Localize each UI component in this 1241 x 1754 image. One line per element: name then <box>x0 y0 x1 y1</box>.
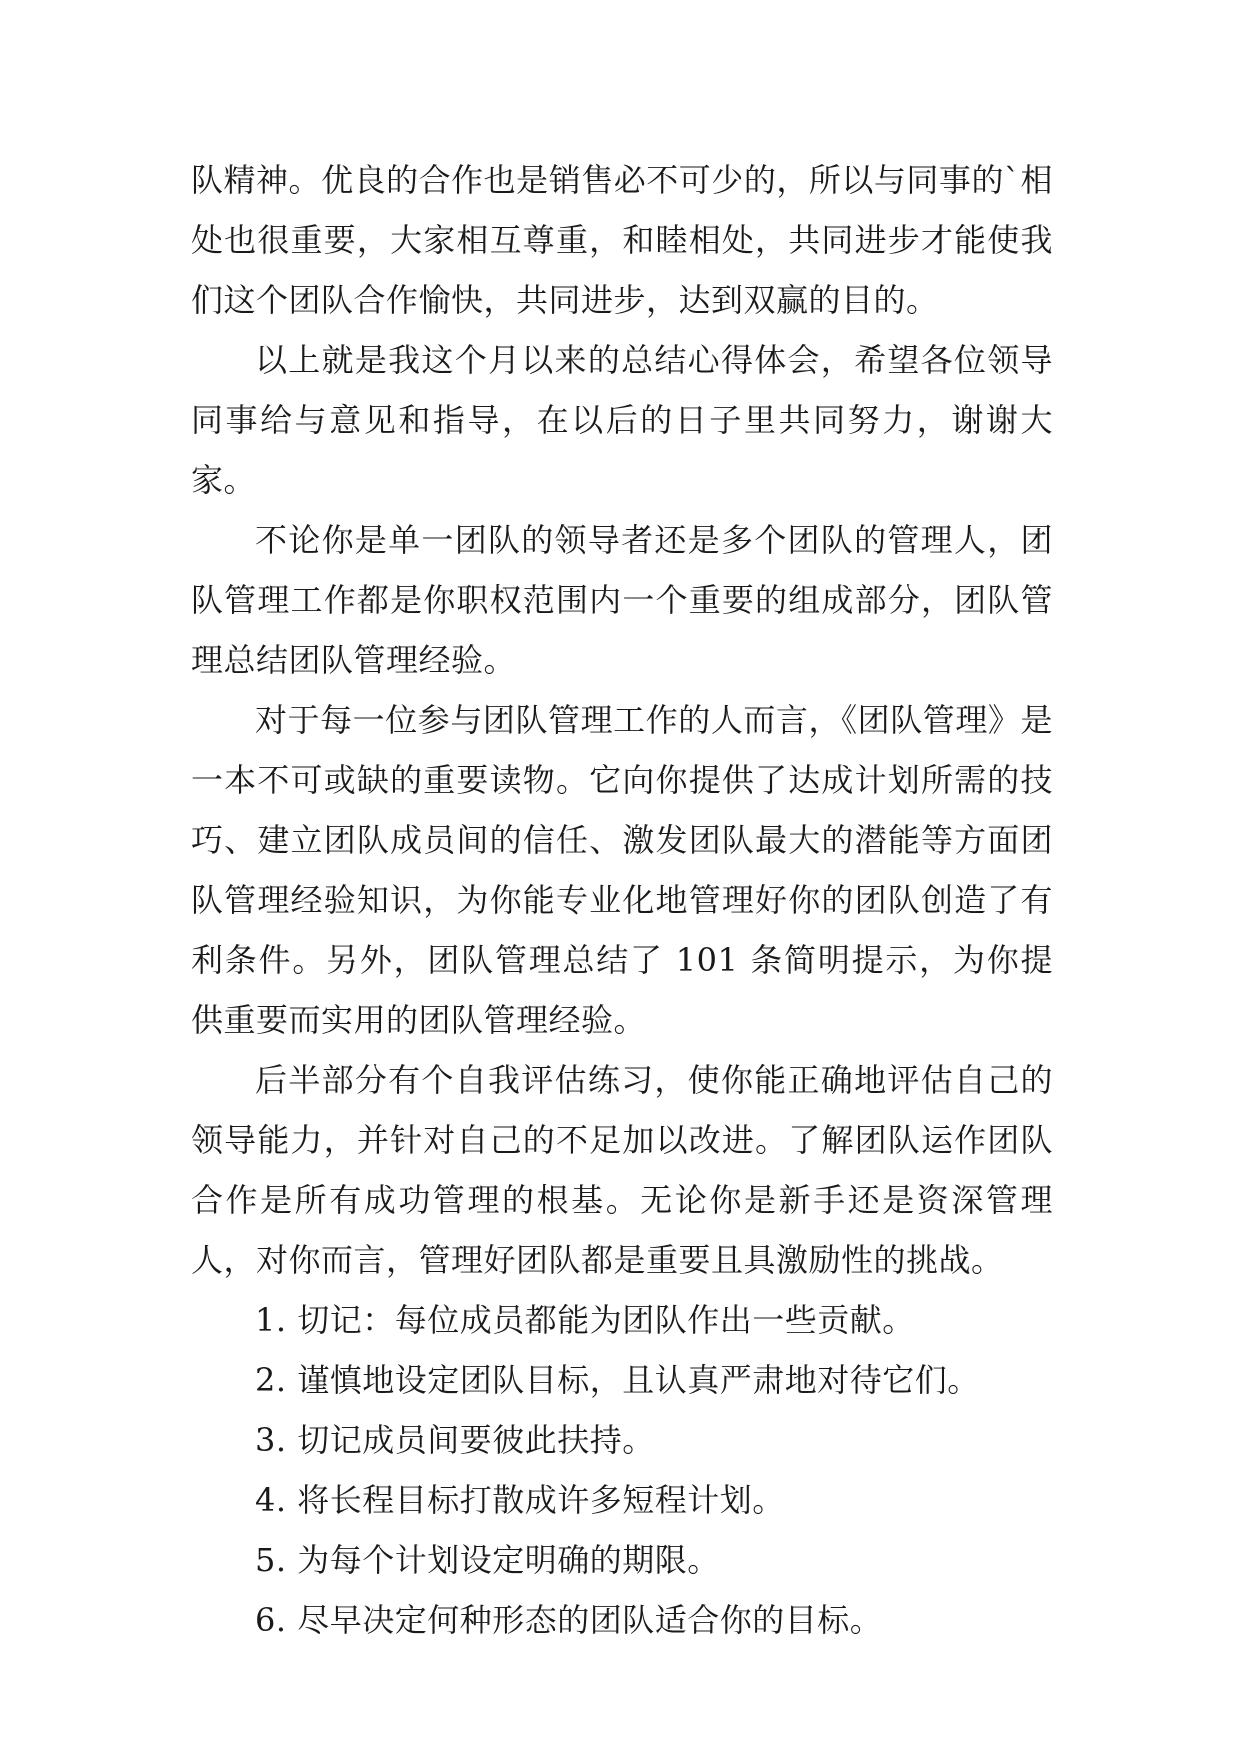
paragraph-1: 队精神。优良的合作也是销售必不可少的，所以与同事的`相处也很重要，大家相互尊重，和睦相处，共同进步才能使我们这个团队合作愉快，共同进步，达到双赢的目的。 <box>191 161 1053 319</box>
list-item-3: 3. 切记成员间要彼此扶持。 <box>255 1421 655 1459</box>
document-body <box>191 150 1053 1650</box>
list-item-6: 6. 尽早决定何种形态的团队适合你的目标。 <box>255 1601 883 1639</box>
list-item-4: 4. 将长程目标打散成许多短程计划。 <box>255 1481 785 1519</box>
paragraph-2: 以上就是我这个月以来的总结心得体会，希望各位领导同事给与意见和指导，在以后的日子里共同努力，谢谢大家。 <box>191 341 1053 499</box>
paragraph-3: 不论你是单一团队的领导者还是多个团队的管理人，团队管理工作都是你职权范围内一个重要的组成部分，团队管理总结团队管理经验。 <box>191 521 1053 679</box>
list-item-2: 2. 谨慎地设定团队目标，且认真严肃地对待它们。 <box>255 1361 980 1399</box>
list-item-5: 5. 为每个计划设定明确的期限。 <box>255 1541 720 1579</box>
paragraph-4: 对于每一位参与团队管理工作的人而言，《团队管理》是一本不可或缺的重要读物。它向你提供了达成计划所需的技巧、建立团队成员间的信任、激发团队最大的潜能等方面团队管理经验知识，为你能专业化地管理好你的团队创造了有利条件。另外，团队管理总结了 101 条简明提示，为你提供重要而实用的团队管理经验。 <box>191 701 1053 1039</box>
list-item-1: 1. 切记：每位成员都能为团队作出一些贡献。 <box>255 1301 915 1339</box>
paragraph-5: 后半部分有个自我评估练习，使你能正确地评估自己的领导能力，并针对自己的不足加以改进。了解团队运作团队合作是所有成功管理的根基。无论你是新手还是资深管理人，对你而言，管理好团队都是重要且具激励性的挑战。 <box>191 1061 1053 1279</box>
